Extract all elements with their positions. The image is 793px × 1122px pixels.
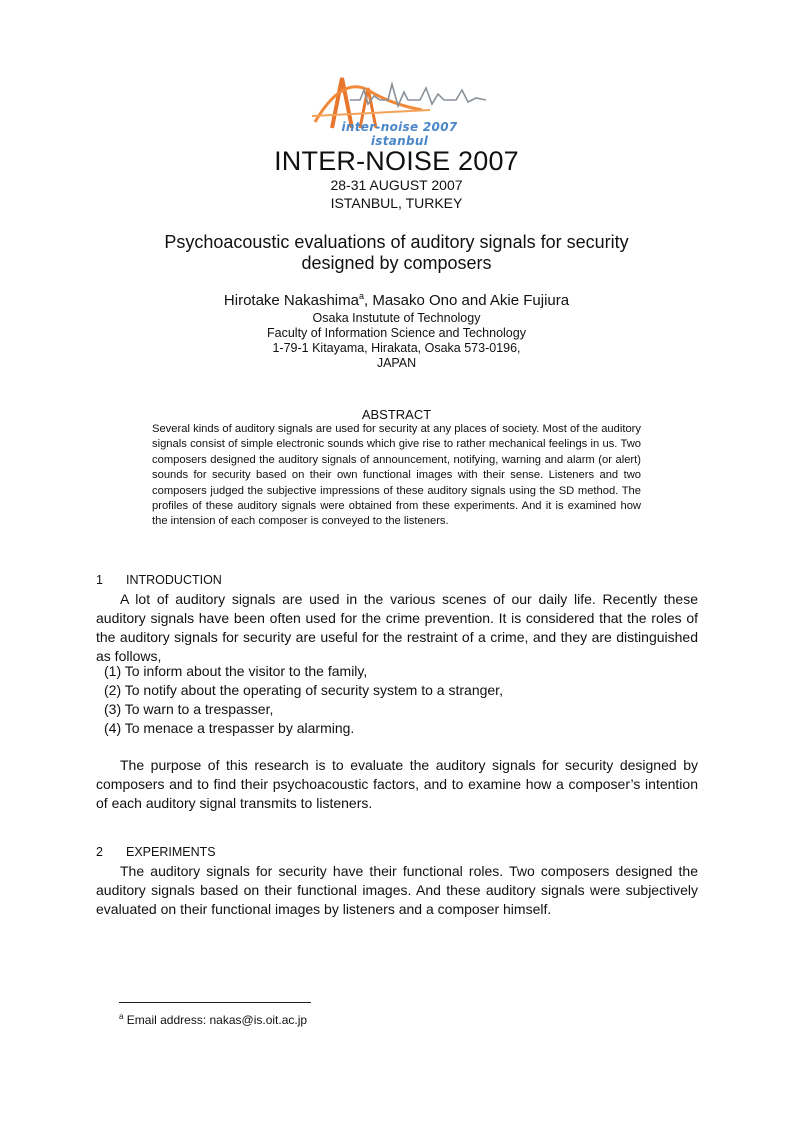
paragraph [96,590,698,666]
section-number: 2 [96,845,103,859]
author-rest: , Masako Ono and Akie Fujiura [363,292,570,309]
section-title: EXPERIMENTS [126,845,216,859]
abstract-body: Several kinds of auditory signals are used for security at any places of society. Most of the auditory signals consist of simple electronic sounds which give rise to rather mechanical feelings in us. Two composers designed the auditory signals of announcement, notifying, warning and alarm (or alert) sounds for security based on their own functional images with their sense. Listeners and two composers judged the subjective impressions of these auditory signals using the SD method. The profiles of these auditory signals were obtained from these experiments. And it is examined how the intension of each composer is conveyed to the listeners. [152,423,641,528]
paper-title-line-1: Psychoacoustic evaluations of auditory signals for security [164,232,629,252]
affiliation-line: Osaka Instutute of Technology [312,311,481,325]
affiliation-line: Faculty of Information Science and Technology [267,326,526,340]
conference-date: 28-31 AUGUST 2007 [330,177,463,193]
section-heading-introduction [96,573,222,587]
section-heading-experiments [96,845,216,859]
footnote [119,1012,307,1027]
bridge-deck-icon [312,110,430,116]
affiliation-line: JAPAN [376,356,417,370]
conference-place: ISTANBUL, TURKEY [330,195,463,211]
paragraph-text: The auditory signals for security have their functional roles. Two composers designed the auditory signals based on their functional images. And these auditory signals were subjectively evaluated on their functional images by listeners and a composer himself. [96,863,698,917]
paragraph [96,862,698,919]
footnote-text: Email address: nakas@is.oit.ac.jp [123,1013,308,1027]
logo-caption: inter-noise 2007 istanbul [341,120,458,148]
section-number: 1 [96,573,103,587]
list-item: (2) To notify about the operating of security system to a stranger, [104,682,503,698]
paragraph-text: The purpose of this research is to evaluate the auditory signals for security designed by composers and to find their psychoacoustic factors, and to examine how a composer’s intention of each auditory signal transmits to listeners. [96,757,698,811]
list-item: (4) To menace a trespasser by alarming. [104,720,355,736]
footnote-divider [119,1002,311,1003]
affiliation-line: 1-79-1 Kitayama, Hirakata, Osaka 573-0196, [272,341,521,355]
author-list [0,291,793,309]
footnote-mark: a [119,1012,124,1021]
author-first: Hirotake Nakashima [223,292,359,309]
paragraph-text: A lot of auditory signals are used in the various scenes of our daily life. Recently these auditory signals have been often used for the crime prevention. It is considered that the roles of the auditory signals for security are useful for the restraint of a crime, and they are distinguished as follows, [96,591,698,664]
paper-title-line-2: designed by composers [301,253,492,273]
section-title: INTRODUCTION [126,573,222,587]
conference-title: INTER-NOISE 2007 [274,146,519,176]
author-footnote-mark: a [358,291,364,301]
paragraph [96,756,698,813]
abstract-heading: ABSTRACT [361,407,432,422]
list-item: (1) To inform about the visitor to the family, [104,663,368,679]
list-item: (3) To warn to a trespasser, [104,701,274,717]
paper-title [110,232,683,274]
